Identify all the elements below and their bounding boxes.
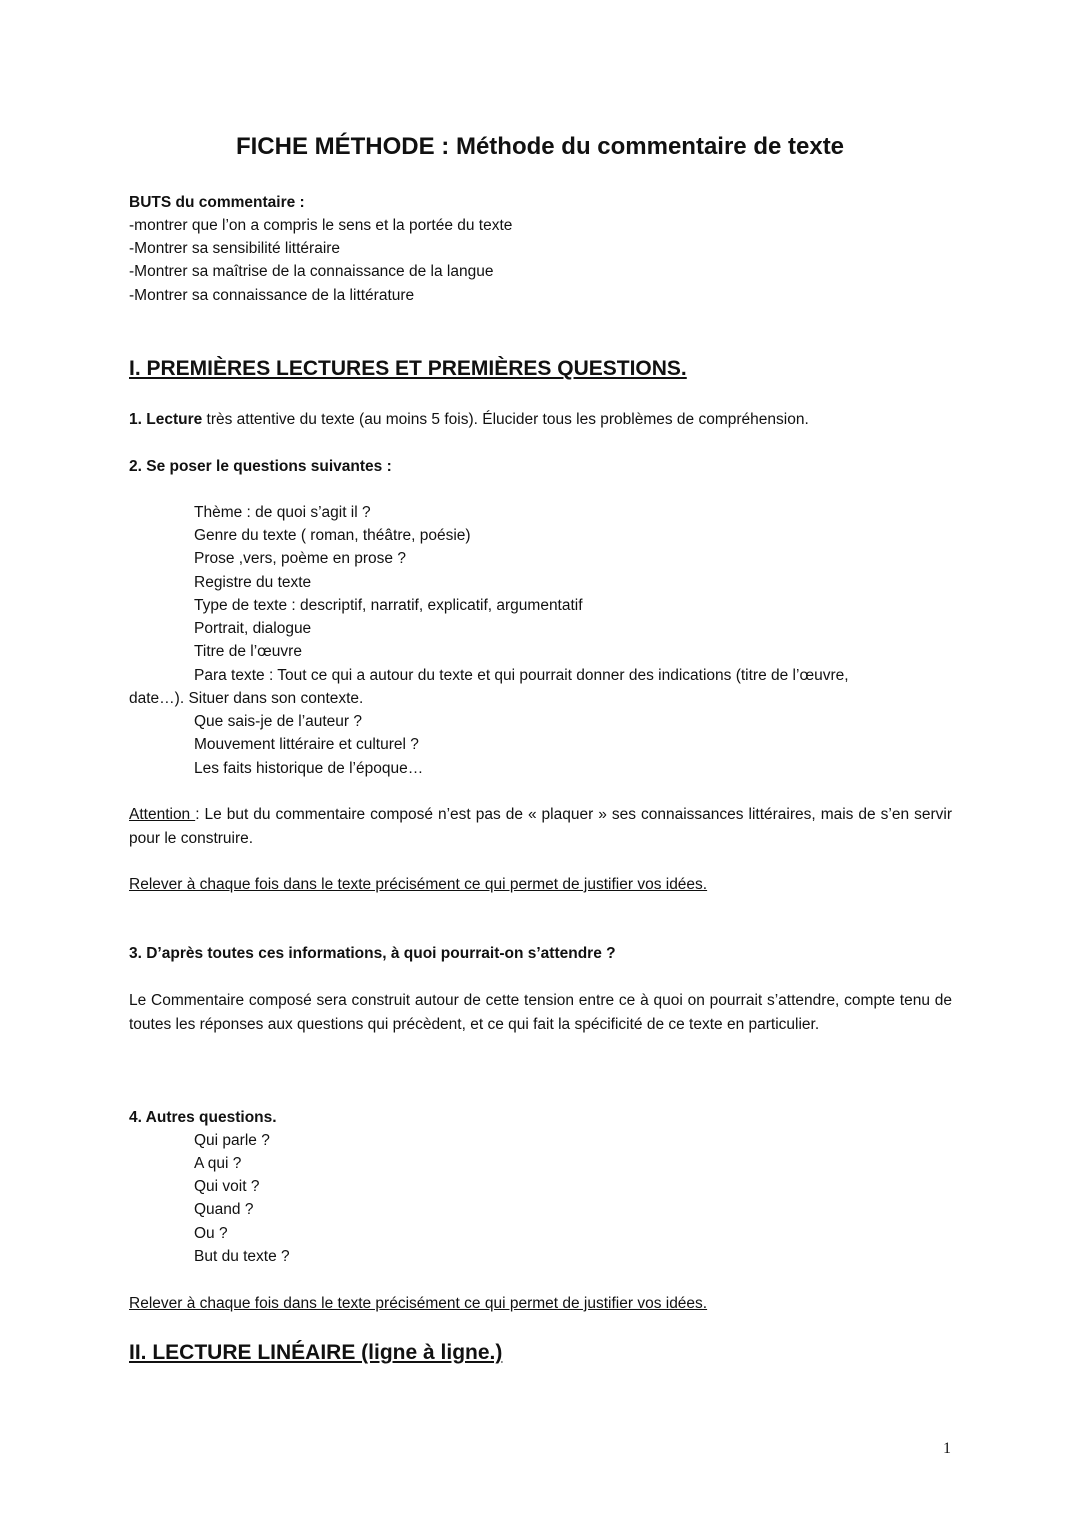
question-item: A qui ? xyxy=(194,1155,242,1172)
section2-heading: II. LECTURE LINÉAIRE (ligne à ligne.) xyxy=(129,1341,503,1364)
question-item: Genre du texte ( roman, théâtre, poésie) xyxy=(194,527,471,544)
step1-text: très attentive du texte (au moins 5 fois). Élucider tous les problèmes de compréhension. xyxy=(202,411,809,428)
section1-heading: I. PREMIÈRES LECTURES ET PREMIÈRES QUESTIONS. xyxy=(129,357,687,380)
page-title: FICHE MÉTHODE : Méthode du commentaire de texte xyxy=(235,133,845,160)
question-item: Thème : de quoi s’agit il ? xyxy=(194,504,371,521)
step1-label: 1. Lecture xyxy=(129,411,203,428)
buts-item: -montrer que l’on a compris le sens et la portée du texte xyxy=(129,217,513,234)
question-item: Type de texte : descriptif, narratif, explicatif, argumentatif xyxy=(194,597,583,614)
step4-heading: 4. Autres questions. xyxy=(129,1109,277,1126)
buts-item: -Montrer sa connaissance de la littérature xyxy=(129,287,415,304)
question-item: Titre de l’œuvre xyxy=(194,643,302,660)
page-number: 1 xyxy=(943,1440,951,1457)
relever-note: Relever à chaque fois dans le texte précisément ce qui permet de justifier vos idées. xyxy=(129,1295,708,1312)
step3-heading: 3. D’après toutes ces informations, à quoi pourrait-on s’attendre ? xyxy=(129,945,616,962)
paratexte-line: Para texte : Tout ce qui a autour du texte et qui pourrait donner des indications (titre de l’œuvre, xyxy=(194,667,849,684)
question-item: Qui parle ? xyxy=(194,1132,270,1149)
step1-line xyxy=(129,408,809,431)
buts-item: -Montrer sa maîtrise de la connaissance de la langue xyxy=(129,263,494,280)
question-item: Registre du texte xyxy=(194,574,312,591)
question-item: Qui voit ? xyxy=(194,1178,260,1195)
question-item: But du texte ? xyxy=(194,1248,290,1265)
question-item: Que sais-je de l’auteur ? xyxy=(194,713,363,730)
buts-item: -Montrer sa sensibilité littéraire xyxy=(129,240,341,257)
attention-paragraph xyxy=(129,803,952,850)
question-item: Prose ,vers, poème en prose ? xyxy=(194,550,406,567)
buts-heading: BUTS du commentaire : xyxy=(129,194,305,211)
question-item: Mouvement littéraire et culturel ? xyxy=(194,736,419,753)
attention-text: : Le but du commentaire composé n’est pas de « plaquer » ses connaissances littéraires, mais de s’en servir pour le construire. xyxy=(129,806,952,847)
step3-paragraph: Le Commentaire composé sera construit autour de cette tension entre ce à quoi on pourrait s’attendre, compte tenu de toutes les réponses aux questions qui précèdent, et ce qui fait la spécificité de ce texte en particulier. xyxy=(129,992,952,1033)
question-item: Ou ? xyxy=(194,1225,228,1242)
paratexte-line: date…). Situer dans son contexte. xyxy=(129,690,364,707)
question-item: Quand ? xyxy=(194,1201,254,1218)
step2-heading: 2. Se poser le questions suivantes : xyxy=(129,458,392,475)
relever-note: Relever à chaque fois dans le texte précisément ce qui permet de justifier vos idées. xyxy=(129,876,708,893)
attention-label: Attention xyxy=(129,806,196,823)
question-item: Portrait, dialogue xyxy=(194,620,312,637)
question-item: Les faits historique de l’époque… xyxy=(194,760,424,777)
